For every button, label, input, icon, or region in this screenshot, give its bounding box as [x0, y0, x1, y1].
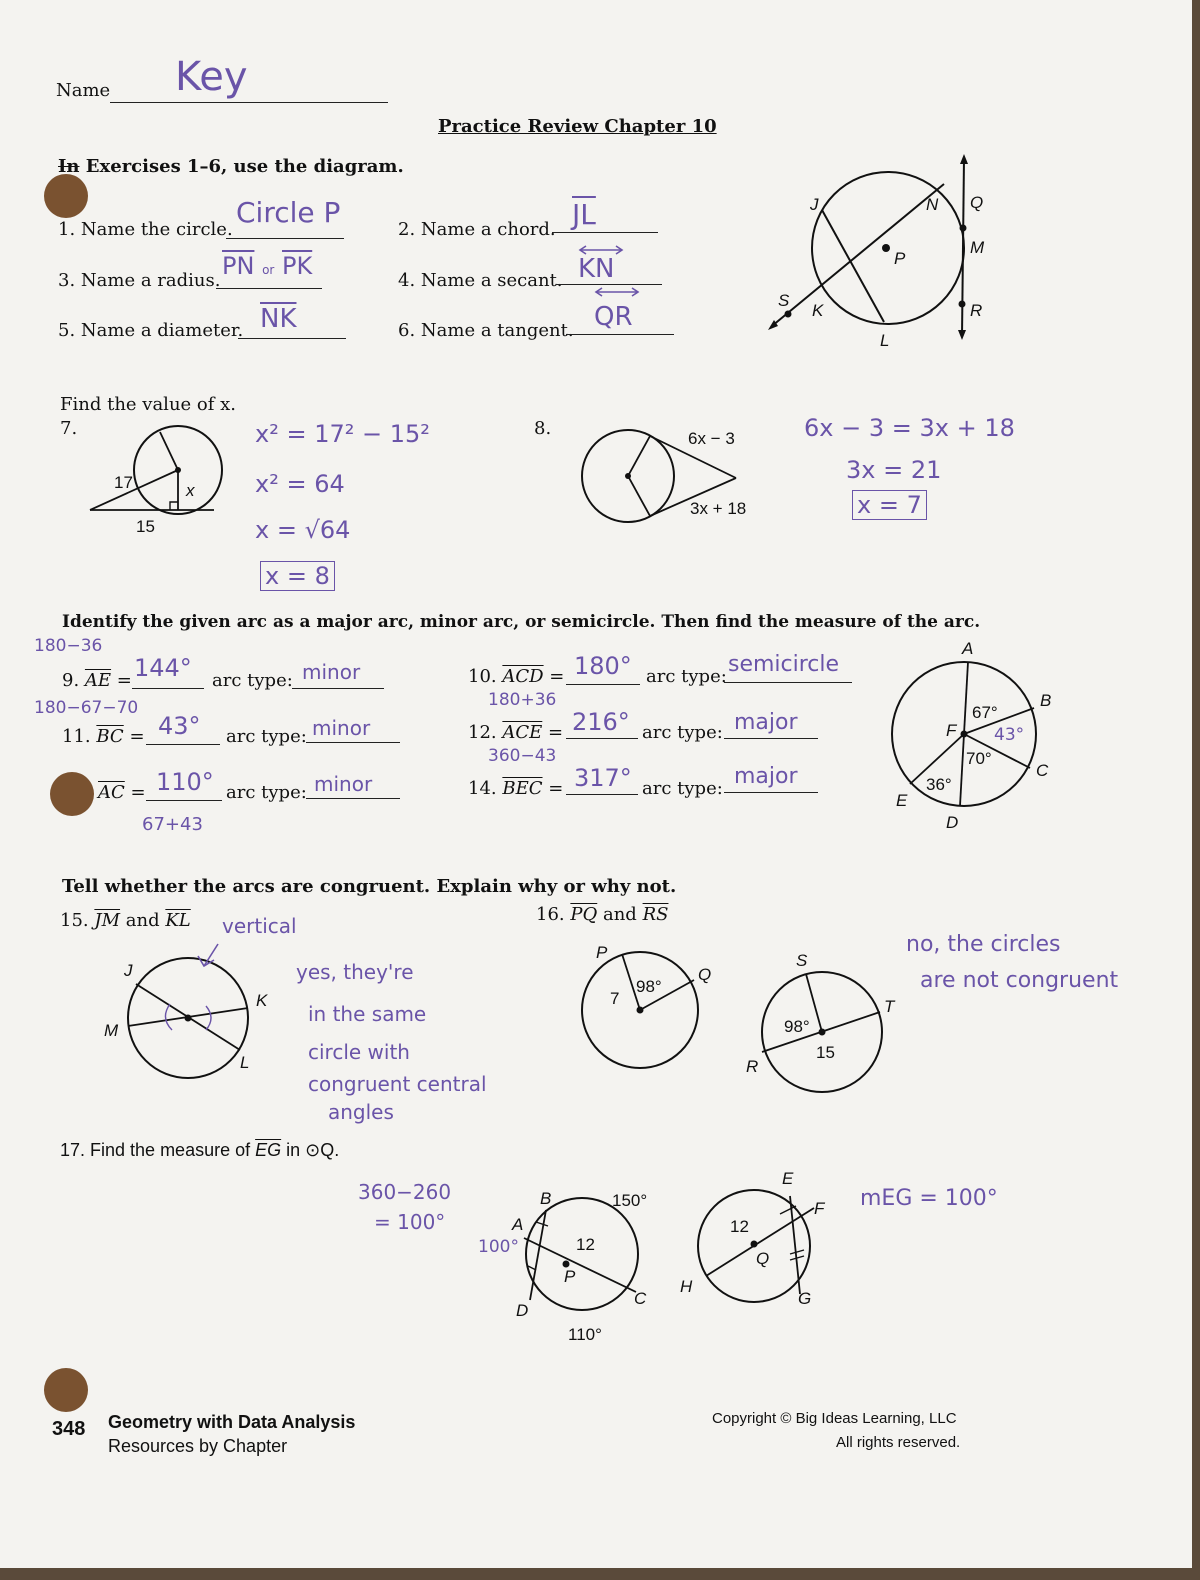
q9-work: 180−36: [34, 636, 103, 656]
q15-label-m: M: [104, 1021, 119, 1040]
q13-label: $\overline{AC}$ =: [98, 782, 146, 803]
q8-work-1: 6x − 3 = 3x + 18: [804, 414, 1015, 442]
q12-label: 12. $\overline{ACE}$ =: [468, 722, 564, 743]
q14-work-before: 360−43: [488, 746, 557, 766]
label-r: R: [970, 301, 983, 320]
congruent-instruction: Tell whether the arcs are congruent. Explain why or why not.: [62, 876, 677, 897]
name-value: Key: [175, 54, 248, 100]
arc-label-70: 70°: [966, 749, 992, 768]
q12-type: major: [734, 710, 798, 735]
q16-label: 16. $\overline{PQ}$ and $\overline{RS}$: [536, 904, 669, 925]
q17-label-h: H: [680, 1277, 693, 1296]
label-n: N: [926, 195, 939, 214]
q4-label: 4. Name a secant.: [398, 270, 563, 291]
q11-measure: 43°: [158, 712, 201, 740]
footer-book-title: Geometry with Data Analysis: [108, 1412, 356, 1432]
q17-label-q: Q: [756, 1249, 770, 1268]
q13-type-label: arc type:: [226, 782, 307, 803]
q15-answer-1: yes, they're: [296, 960, 414, 984]
q11-type-label: arc type:: [226, 726, 307, 747]
q6-label: 6. Name a tangent.: [398, 320, 574, 341]
q14-type-label: arc type:: [642, 778, 723, 799]
q13-work: 67+43: [142, 814, 203, 835]
q9-type: minor: [302, 660, 361, 684]
q12-type-label: arc type:: [642, 722, 723, 743]
q16-label-t: T: [884, 997, 895, 1016]
q15-answer-5: angles: [328, 1100, 394, 1124]
q11-label: 11. $\overline{BC}$ =: [62, 726, 145, 747]
q17-work-2: = 100°: [374, 1210, 446, 1234]
q2-label: 2. Name a chord.: [398, 219, 556, 240]
q17-label: 17. Find the measure of $\overline{EG}$ in ⊙Q.: [60, 1140, 340, 1160]
name-label: Name: [56, 80, 111, 101]
label-s: S: [778, 291, 790, 310]
q5-label: 5. Name a diameter.: [58, 320, 244, 341]
q1-answer: Circle P: [236, 196, 341, 229]
label-m: M: [970, 238, 985, 257]
label-q: Q: [970, 193, 984, 212]
q15-answer-2: in the same: [308, 1002, 427, 1026]
arc-label-36: 36°: [926, 775, 952, 794]
q2-answer: $\overline{JL}$: [572, 198, 596, 231]
footer-rights: All rights reserved.: [836, 1434, 961, 1451]
q16-label-98b: 98°: [784, 1017, 810, 1036]
arc-label-b: B: [1040, 691, 1052, 710]
q11-type: minor: [312, 716, 371, 740]
arc-label-d: D: [946, 813, 959, 832]
q17-label-c: C: [634, 1289, 647, 1308]
q5-answer: $\overline{NK}$: [260, 304, 297, 334]
q8-work-2: 3x = 21: [846, 456, 942, 484]
arc-label-67: 67°: [972, 703, 998, 722]
q16-label-s: S: [796, 951, 808, 970]
q8-label-bottom: 3x + 18: [690, 499, 747, 518]
q11-work: 180−67−70: [34, 698, 139, 718]
q9-type-label: arc type:: [212, 670, 293, 691]
q17-label-p: P: [564, 1267, 576, 1286]
q1-label: 1. Name the circle.: [58, 219, 233, 240]
q17-work-1: 360−260: [358, 1180, 452, 1204]
q7-label-17: 17: [114, 473, 133, 492]
q16-label-15: 15: [816, 1043, 835, 1062]
footer-copyright: Copyright © Big Ideas Learning, LLC: [712, 1410, 957, 1427]
q14-type: major: [734, 764, 798, 789]
exercises-1-6-instruction: In Exercises 1–6, use the diagram.: [58, 156, 404, 177]
q7-number: 7.: [60, 418, 78, 439]
arc-label-e: E: [896, 791, 908, 810]
q16-label-q: Q: [698, 965, 712, 984]
q12-work-before: 180+36: [488, 690, 557, 710]
q16-answer-2: are not congruent: [920, 968, 1119, 993]
label-l: L: [880, 331, 890, 350]
q16-answer-1: no, the circles: [906, 932, 1061, 957]
q8-number: 8.: [534, 418, 552, 439]
q7-work-2: x² = 64: [255, 470, 345, 498]
q17-label-e: E: [782, 1169, 794, 1188]
q14-label: 14. $\overline{BEC}$ =: [468, 778, 564, 799]
q17-answer: mEG = 100°: [860, 1186, 998, 1211]
q17-label-b: B: [540, 1189, 552, 1208]
q16-label-98a: 98°: [636, 977, 662, 996]
q15-note: vertical: [222, 914, 297, 938]
q9-label: 9. $\overline{AE}$ =: [62, 670, 132, 691]
label-p: P: [894, 249, 906, 268]
q15-answer-3: circle with: [308, 1040, 410, 1064]
q12-measure: 216°: [572, 708, 630, 736]
q3-answer: $\overline{PN}$ or $\overline{PK}$: [222, 252, 313, 280]
q17-label-a: A: [512, 1215, 524, 1234]
q10-label: 10. $\overline{ACD}$ =: [468, 666, 565, 687]
q17-label-12b: 12: [730, 1217, 749, 1236]
q7-work-3: x = √64: [255, 516, 351, 544]
find-x-instruction: Find the value of x.: [60, 394, 237, 415]
arc-label-c: C: [1036, 761, 1049, 780]
q15-label-l: L: [240, 1053, 250, 1072]
q17-label-100: 100°: [478, 1237, 519, 1257]
q14-measure: 317°: [574, 764, 632, 792]
arc-label-43: 43°: [994, 725, 1025, 745]
q17-label-d: D: [516, 1301, 529, 1320]
q16-label-r: R: [746, 1057, 759, 1076]
q3-label: 3. Name a radius.: [58, 270, 221, 291]
q15-answer-4: congruent central: [308, 1072, 487, 1096]
footer-book-subtitle: Resources by Chapter: [108, 1436, 288, 1456]
arc-label-a: A: [962, 639, 974, 658]
q10-type-label: arc type:: [646, 666, 727, 687]
q7-label-x: x: [186, 481, 195, 500]
arc-instruction: Identify the given arc as a major arc, minor arc, or semicircle. Then find the measure of the arc.: [62, 612, 981, 632]
page-title: Practice Review Chapter 10: [438, 116, 717, 137]
q15-label-k: K: [256, 991, 268, 1010]
label-k: K: [812, 301, 824, 320]
q13-type: minor: [314, 772, 373, 796]
q15-label: 15. $\overline{JM}$ and $\overline{KL}$: [60, 910, 191, 931]
q15-label-j: J: [124, 961, 133, 980]
q17-label-110: 110°: [568, 1325, 602, 1344]
q9-measure: 144°: [134, 654, 192, 682]
q4-answer: KN: [578, 254, 615, 284]
q8-label-top: 6x − 3: [688, 429, 735, 448]
q8-answer: x = 7: [852, 490, 927, 520]
q17-label-f: F: [814, 1199, 825, 1218]
q7-answer: x = 8: [260, 561, 335, 591]
q16-label-p: P: [596, 943, 608, 962]
q10-measure: 180°: [574, 652, 632, 680]
q6-answer: QR: [594, 302, 633, 332]
q16-label-7: 7: [610, 989, 620, 1008]
q10-type: semicircle: [728, 652, 840, 677]
q17-label-150: 150°: [612, 1191, 648, 1210]
q13-measure: 110°: [156, 768, 214, 796]
q7-label-15: 15: [136, 517, 155, 536]
q7-work-1: x² = 17² − 15²: [255, 420, 430, 448]
footer-page-number: 348: [52, 1418, 86, 1440]
q17-label-g: G: [798, 1289, 812, 1308]
label-j: J: [810, 195, 819, 214]
arc-label-f: F: [946, 721, 957, 740]
q17-label-12a: 12: [576, 1235, 595, 1254]
